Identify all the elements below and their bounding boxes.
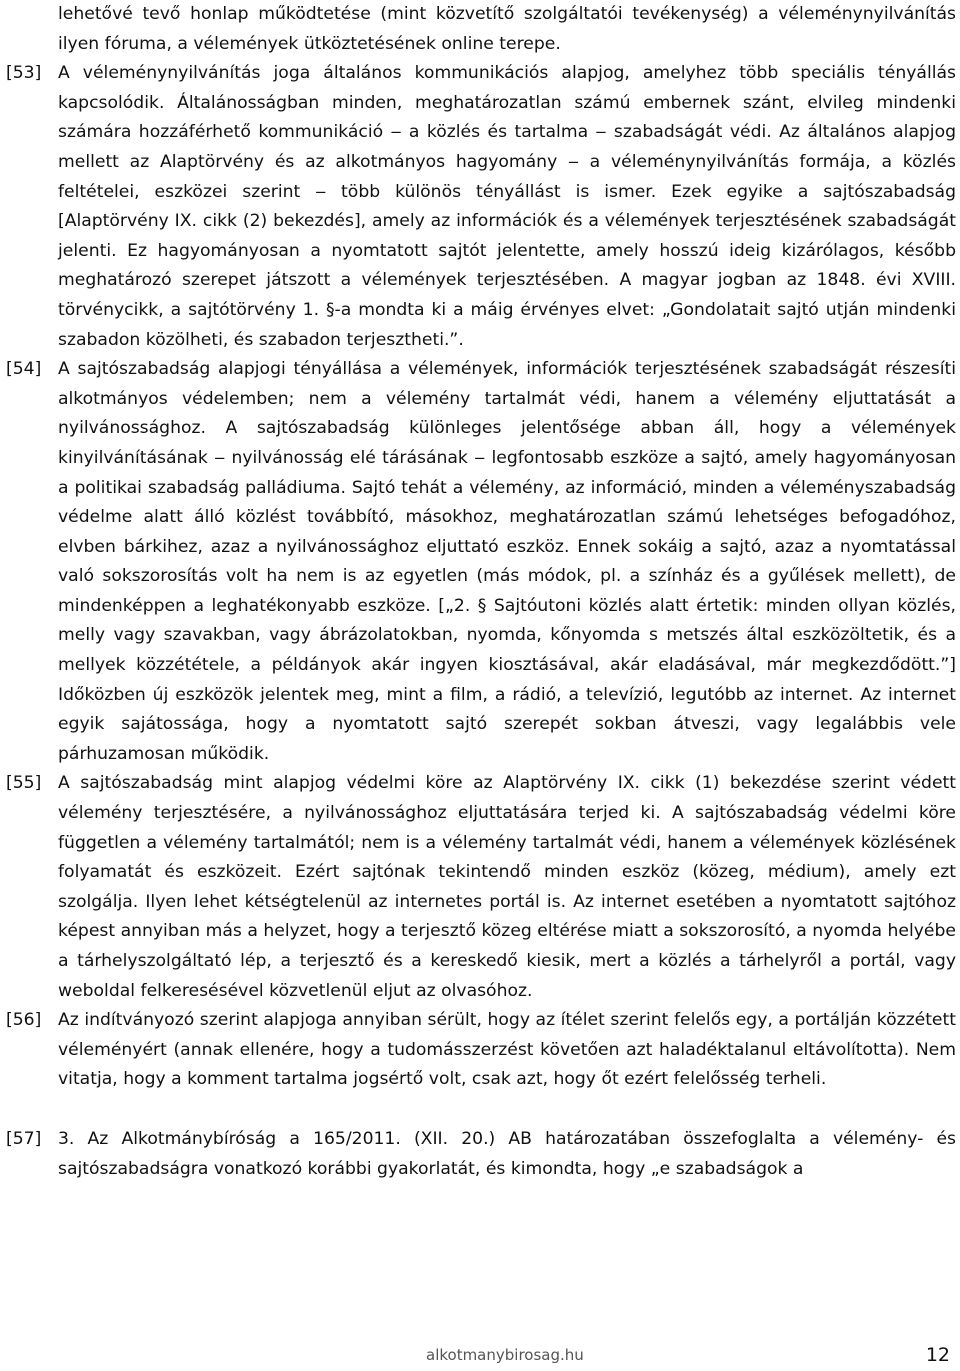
paragraph-text: A sajtószabadság alapjogi tényállása a vélemények, információk terjesztésének szabadságát részesíti alkotmányos védelemben; nem a vélemény tartalmát védi, hanem a vélemény eljuttatását a nyilvánossághoz. A sajtószabadság különleges jelentősége abban áll, hogy a vélemények kinyilvánításának ‒ nyilvánosság elé tárásának ‒ legfontosabb eszköze a sajtó, amely hagyományosan a politikai szabadság palládiuma. Sajtó tehát a vélemény, az információ, minden a véleményszabadság védelme alatt álló közlést továbbító, másokhoz, meghatározatlan számú lehetséges befogadóhoz, elvben bárkihez, azaz a nyilvánossághoz eljuttató eszköz. Ennek sokáig a sajtó, azaz a nyomtatással való sokszorosítás volt ha nem is az egyetlen (más módok, pl. a színház és a gyűlések mellett), de mindenképpen a leghatékonyabb eszköze. [„2. § Sajtóutoni közlés alatt értetik: minden ollyan közlés, melly vagy szavakban, vagy ábrázolatokban, nyomda, kőnyomda s metszés által eszközöltetik, és a mellyek közzététele, a példányok akár ingyen kiosztásával, akár eladásával, már megkezdődött.”] Időközben új eszközök jelentek meg, mint a film, a rádió, a televízió, legutóbb az internet. Az internet egyik sajátossága, hogy a nyomtatott sajtó szerepét sokban átveszi, vagy legalábbis vele párhuzamosan működik. bbox=[58, 359, 956, 764]
paragraph-number: [55] bbox=[6, 773, 42, 794]
paragraph-text: Az indítványozó szerint alapjoga annyiban sérült, hogy az ítélet szerint felelős egy, a portálján közzétett véleményért (annak ellenére, hogy a tudomásszerzést követően azt haladéktalanul eltávolította). Nem vitatja, hogy a komment tartalma jogsértő volt, csak azt, hogy őt ezért felelősség terheli. bbox=[58, 1010, 956, 1090]
paragraph-text: 3. Az Alkotmánybíróság a 165/2011. (XII. 20.) AB határozatában összefoglalta a vélemény- és sajtószabadságra vonatkozó korábbi gyakorlatát, és kimondta, hogy „e szabadságok a bbox=[58, 1128, 956, 1179]
page-number: 12 bbox=[925, 1344, 950, 1366]
paragraph-number: [54] bbox=[6, 359, 42, 380]
paragraph-number: [53] bbox=[6, 63, 42, 84]
paragraph-text: A véleménynyilvánítás joga általános kommunikációs alapjog, amelyhez több speciális tényállás kapcsolódik. Általánosságban minden, meghatározatlan számú embernek szánt, elvileg mindenki számára hozzáférhető kommunikáció ‒ a közlés és tartalma ‒ szabadságát védi. Az általános alapjog mellett az Alaptörvény és az alkotmányos hagyomány ‒ a véleménynyilvánítás formája, a közlés feltételei, eszközei szerint ‒ több különös tényállást is ismer. Ezek egyike a sajtószabadság [Alaptörvény IX. cikk (2) bekezdés], amely az információk és a vélemények terjesztésének szabadságát jelenti. Ez hagyományosan a nyomtatott sajtót jelentette, amely hosszú ideig kizárólagos, később meghatározó szerepet játszott a vélemények terjesztésében. A magyar jogban az 1848. évi XVIII. törvénycikk, a sajtótörvény 1. §-a mondta ki a máig érvényes elvet: „Gondolatait sajtó utján mindenki szabadon közölheti, és szabadon terjesztheti.”. bbox=[58, 63, 956, 350]
paragraph-text: lehetővé tevő honlap működtetése (mint közvetítő szolgáltatói tevékenység) a véleménynyilvánítás ilyen fóruma, a vélemények ütköztetésének online terepe. bbox=[58, 4, 956, 54]
paragraph-text: A sajtószabadság mint alapjog védelmi köre az Alaptörvény IX. cikk (1) bekezdése szerint védett vélemény terjesztésére, a nyilvánossághoz eljuttatására terjed ki. A sajtószabadság védelmi köre független a vélemény tartalmától; nem is a vélemény tartalmát védi, hanem a vélemények közlésének folyamatát és eszközeit. Ezért sajtónak tekintendő minden eszköz (közeg, médium), amely ezt szolgálja. Ilyen lehet kétségtelenül az internetes portál is. Az internet esetében a nyomtatott sajtóhoz képest annyiban más a helyzet, hogy a terjesztő közeg eltérése miatt a sokszorosító, a nyomda helyébe a tárhelyszolgáltató lép, a terjesztő és a kereskedő kiesik, mert a közlés a tárhelyről a portál, vagy weboldal felkeresésével közvetlenül eljut az olvasóhoz. bbox=[58, 773, 956, 1001]
paragraph-56 bbox=[6, 1006, 956, 1095]
paragraph-continuation bbox=[6, 0, 956, 59]
footer-website: alkotmanybirosag.hu bbox=[426, 1346, 584, 1364]
paragraph-number: [56] bbox=[6, 1010, 42, 1031]
paragraph-spacer bbox=[6, 1095, 956, 1125]
paragraph-57 bbox=[6, 1125, 956, 1184]
document-body bbox=[6, 0, 956, 1184]
paragraph-55 bbox=[6, 769, 956, 1006]
paragraph-number: [57] bbox=[6, 1128, 42, 1149]
paragraph-53 bbox=[6, 59, 956, 355]
paragraph-54 bbox=[6, 355, 956, 769]
